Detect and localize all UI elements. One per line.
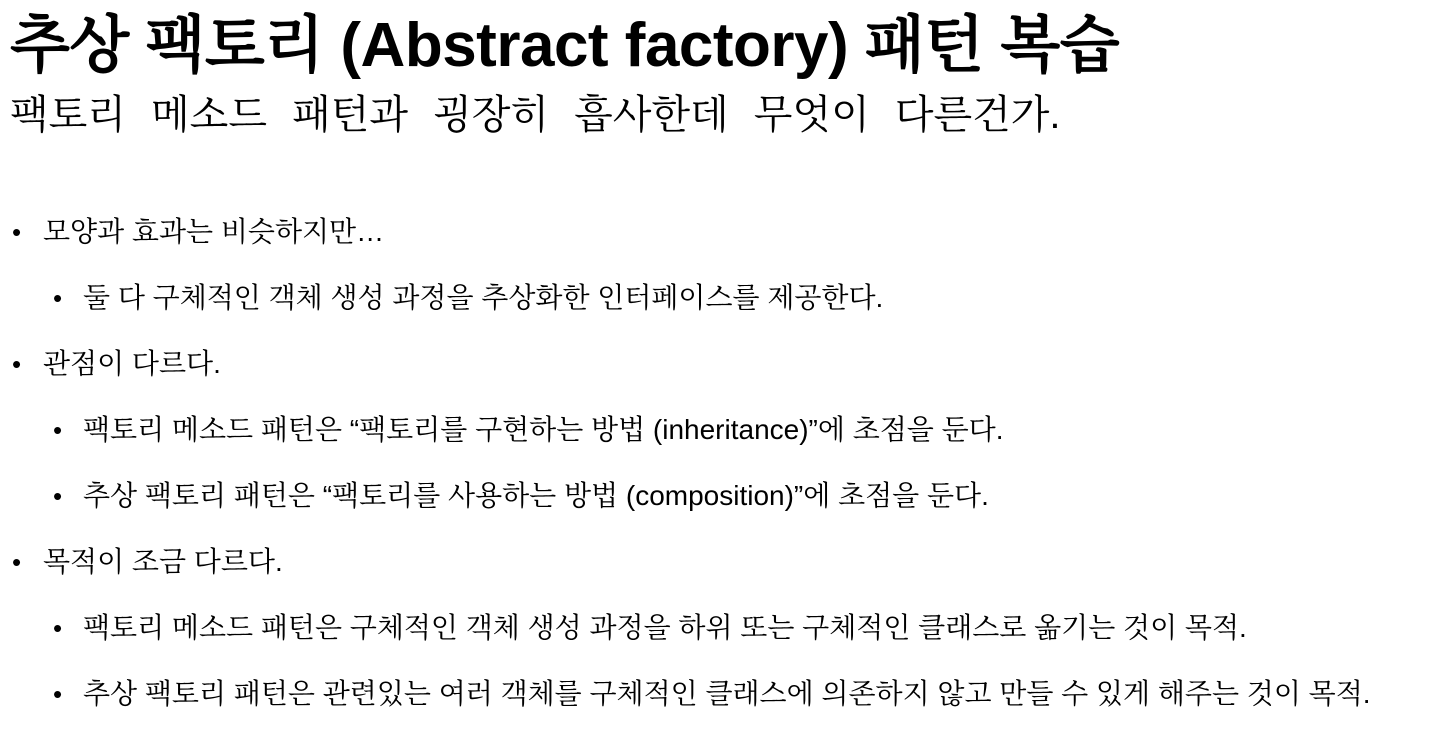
bullet-dot-icon: • <box>12 217 22 247</box>
bullet-dot-icon: • <box>12 547 22 577</box>
bullet-text: 추상 팩토리 패턴은 관련있는 여러 객체를 구체적인 클래스에 의존하지 않고 만들 수 있게 해주는 것이 목적. <box>83 678 1371 709</box>
bullet-text: 목적이 조금 다르다. <box>43 546 283 577</box>
bullet-text: 둘 다 구체적인 객체 생성 과정을 추상화한 인터페이스를 제공한다. <box>83 282 884 313</box>
bullet-item-level1 <box>0 332 1436 398</box>
bullet-item-level2 <box>0 596 1436 662</box>
bullet-dot-icon: • <box>53 613 63 643</box>
bullet-dot-icon: • <box>53 283 63 313</box>
bullet-dot-icon: • <box>12 349 22 379</box>
bullet-item-level2 <box>0 266 1436 332</box>
bullet-dot-icon: • <box>53 415 63 445</box>
bullet-item-level2 <box>0 662 1436 728</box>
bullet-text: 팩토리 메소드 패턴은 구체적인 객체 생성 과정을 하위 또는 구체적인 클래스로 옮기는 것이 목적. <box>83 612 1247 643</box>
bullet-text: 팩토리 메소드 패턴은 “팩토리를 구현하는 방법 (inheritance)”에 초점을 둔다. <box>83 414 1004 445</box>
bullet-text: 모양과 효과는 비슷하지만… <box>43 216 385 247</box>
bullet-item-level1 <box>0 530 1436 596</box>
bullet-item-level2 <box>0 398 1436 464</box>
bullet-dot-icon: • <box>53 679 63 709</box>
slide-subtitle: 팩토리 메소드 패턴과 굉장히 흡사한데 무엇이 다른건가. <box>10 93 1061 137</box>
slide-title: 추상 팩토리 (Abstract factory) 패턴 복습 <box>10 11 1120 80</box>
bullet-dot-icon: • <box>53 481 63 511</box>
bullet-item-level2 <box>0 464 1436 530</box>
bullet-text: 관점이 다르다. <box>43 348 221 379</box>
bullet-list <box>0 200 1436 728</box>
bullet-item-level1 <box>0 200 1436 266</box>
bullet-text: 추상 팩토리 패턴은 “팩토리를 사용하는 방법 (composition)”에 초점을 둔다. <box>83 480 989 511</box>
